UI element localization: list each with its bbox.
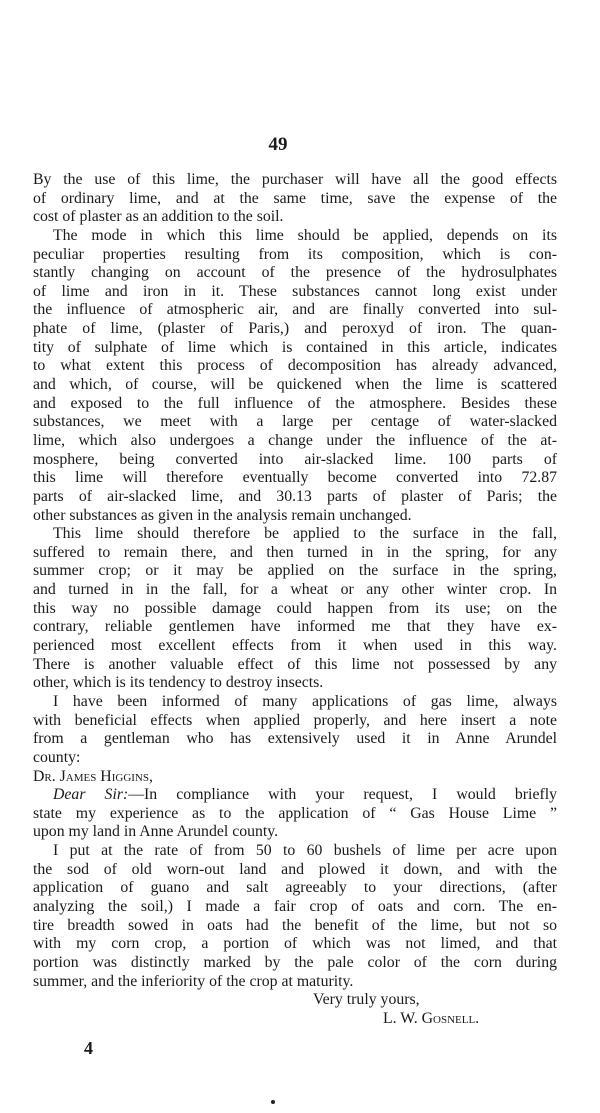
- text-line: [33, 171, 557, 190]
- text-line: [33, 600, 557, 619]
- line-text: the influence of atmospheric air, and are finally converted into sul-: [33, 301, 557, 319]
- line-text: other substances as given in the analysis remain unchanged.: [33, 506, 412, 524]
- scan-speck: [271, 1100, 275, 1104]
- text-line: [33, 749, 557, 768]
- line-text: substances, we meet with a large per centage of water-slacked: [33, 413, 557, 431]
- letter-signature: L. W. Gosnell.: [383, 1009, 480, 1027]
- text-line: [33, 525, 557, 544]
- text-line: [33, 357, 557, 376]
- line-text: perienced most excellent effects from it when used in this way.: [33, 637, 557, 655]
- page-number: 49: [268, 134, 288, 155]
- line-text: to what extent this process of decomposition has already advanced,: [33, 357, 557, 375]
- line-text: I put at the rate of from 50 to 60 bushels of lime per acre upon: [53, 842, 557, 860]
- salutation-text: Dr. James Higgins,: [33, 767, 153, 785]
- text-line: [33, 376, 557, 395]
- signature-mark: 4: [84, 1038, 93, 1058]
- line-text: mosphere, being converted into air-slacked lime. 100 parts of: [33, 450, 557, 468]
- line-text: analyzing the soil,) I made a fair crop of oats and corn. The en-: [33, 897, 557, 915]
- main-paragraphs: [33, 171, 557, 768]
- greeting-text: Dear Sir:: [53, 786, 129, 804]
- line-text: of lime and iron in it. These substances cannot long exist under: [33, 282, 557, 300]
- text-line: [33, 954, 557, 973]
- line-text: county:: [33, 748, 81, 766]
- line-text: lime, which also undergoes a change under the influence of the at-: [33, 431, 557, 449]
- line-text: tity of sulphate of lime which is contained in this article, indicates: [33, 338, 557, 356]
- line-text: application of guano and salt agreeably to your directions, (after: [33, 879, 557, 897]
- line-text: this lime will therefore eventually become converted into 72.87: [33, 469, 557, 487]
- line-text: of ordinary lime, and at the same time, save the expense of the: [33, 189, 557, 207]
- text-line: [33, 227, 557, 246]
- text-line: [33, 507, 557, 526]
- text-line: [33, 432, 557, 451]
- text-line: [33, 488, 557, 507]
- line-text: tire breadth sowed in oats had the benefit of the lime, but not so: [33, 916, 557, 934]
- line-text: phate of lime, (plaster of Paris,) and peroxyd of iron. The quan-: [33, 320, 557, 338]
- line-text: state my experience as to the application of “ Gas House Lime ”: [33, 804, 557, 822]
- letter-body: [33, 805, 557, 991]
- line-text: contrary, reliable gentlemen have informed me that they have ex-: [33, 618, 557, 636]
- letter-salutation: [33, 768, 557, 787]
- line-text: summer, and the inferiority of the crop at maturity.: [33, 972, 354, 990]
- line-text: cost of plaster as an addition to the soil.: [33, 208, 284, 226]
- text-line: [33, 674, 557, 693]
- text-line: [33, 861, 557, 880]
- text-line: [33, 469, 557, 488]
- line-text: portion was distinctly marked by the pale color of the corn during: [33, 953, 557, 971]
- text-line: [33, 544, 557, 563]
- text-line: [33, 805, 557, 824]
- line-text: and exposed to the full influence of the atmosphere. Besides these: [33, 394, 557, 412]
- line-text: parts of air-slacked lime, and 30.13 parts of plaster of Paris; the: [33, 487, 557, 505]
- text-line: [33, 190, 557, 209]
- text-line: [33, 208, 557, 227]
- text-line: [33, 823, 557, 842]
- line-text: This lime should therefore be applied to the surface in the fall,: [53, 525, 557, 543]
- line-text: upon my land in Anne Arundel county.: [33, 823, 279, 841]
- text-line: [33, 712, 557, 731]
- line-text: from a gentleman who has extensively used it in Anne Arundel: [33, 730, 557, 748]
- text-line: [33, 842, 557, 861]
- text-line: [33, 656, 557, 675]
- text-line: [33, 973, 557, 992]
- text-line: [33, 395, 557, 414]
- text-line: [33, 246, 557, 265]
- text-line: [33, 320, 557, 339]
- line-text: stantly changing on account of the presence of the hydrosulphates: [33, 264, 557, 282]
- text-line: [33, 730, 557, 749]
- line-text: peculiar properties resulting from its composition, which is con-: [33, 245, 557, 263]
- line-text: and turned in in the fall, for a wheat or any other winter crop. In: [33, 581, 557, 599]
- line-text: with beneficial effects when applied properly, and here insert a note: [33, 711, 557, 729]
- text-line: [33, 917, 557, 936]
- line-text: with my corn crop, a portion of which was not limed, and that: [33, 935, 557, 953]
- text-line: [33, 264, 557, 283]
- text-line: [33, 301, 557, 320]
- text-line: [33, 562, 557, 581]
- line-text: suffered to remain there, and then turned in in the spring, for any: [33, 543, 557, 561]
- line-text: summer crop; or it may be applied on the surface in the spring,: [33, 562, 557, 580]
- text-line: [33, 898, 557, 917]
- text-line: [33, 339, 557, 358]
- line-text: I have been informed of many applications of gas lime, always: [53, 692, 557, 710]
- text-line: [33, 283, 557, 302]
- text-line: [33, 637, 557, 656]
- text-line: [33, 451, 557, 470]
- text-line: [33, 693, 557, 712]
- letter-greeting-line: [33, 786, 557, 805]
- line-text: The mode in which this lime should be applied, depends on its: [53, 226, 557, 244]
- body-text: [33, 171, 557, 1028]
- text-line: [33, 935, 557, 954]
- line-text: There is another valuable effect of this lime not possessed by any: [33, 655, 557, 673]
- text-line: [33, 581, 557, 600]
- line-text: and which, of course, will be quickened when the lime is scattered: [33, 376, 557, 394]
- text-line: [33, 879, 557, 898]
- text-line: [33, 413, 557, 432]
- line-text: the sod of old worn-out land and plowed it down, and with the: [33, 860, 557, 878]
- greeting-rest: —In compliance with your request, I would briefly: [128, 786, 557, 804]
- letter-closing: Very truly yours,: [313, 991, 420, 1009]
- line-text: this way no possible damage could happen from its use; on the: [33, 599, 557, 617]
- text-line: [33, 618, 557, 637]
- line-text: By the use of this lime, the purchaser will have all the good effects: [33, 171, 557, 188]
- line-text: other, which is its tendency to destroy insects.: [33, 674, 324, 692]
